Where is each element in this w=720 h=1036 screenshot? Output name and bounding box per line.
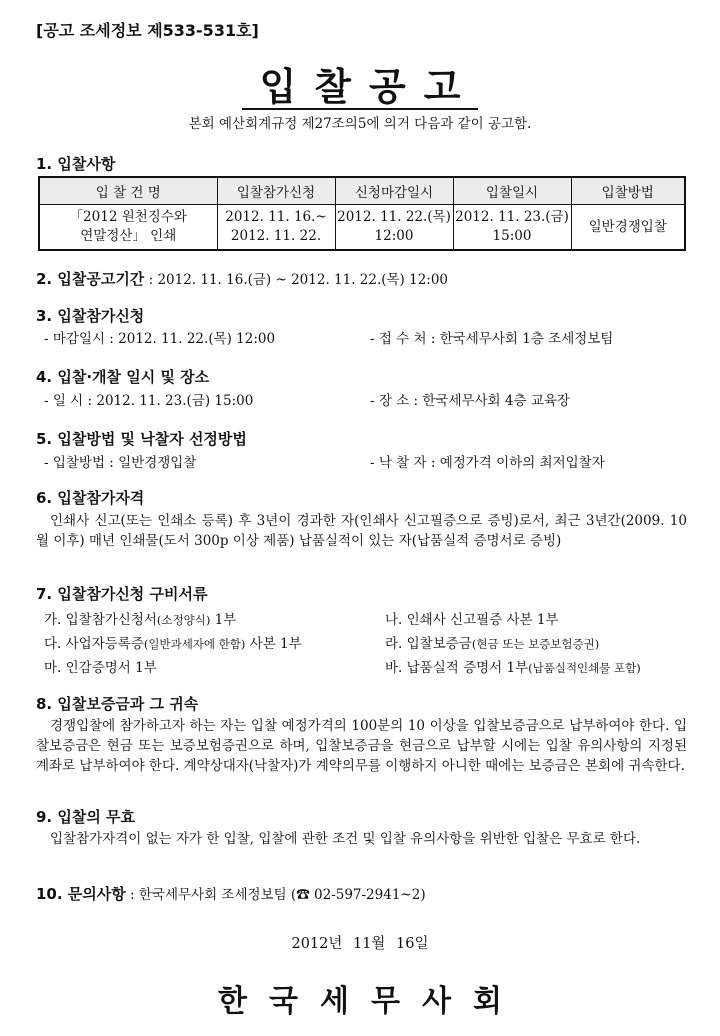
bid-method: - 입찰방법 : 일반경쟁입찰 — [44, 455, 197, 471]
table-row — [39, 205, 685, 251]
document-item-text: 라. 입찰보증금 — [385, 636, 472, 652]
qualification-text: 인쇄사 신고(또는 인쇄소 등록) 후 3년이 경과한 자(인쇄사 신고필증으로 증빙)로서, 최근 3년간(2009. 10월 이후) 매년 인쇄물(도서 300p 이상 제품) 납품실적이 있는 자(납품실적 증명서로 증빙) — [36, 513, 687, 549]
table-header-cell: 입찰일시 — [453, 177, 571, 205]
section-2-heading: 2. 입찰공고기간 — [36, 270, 145, 288]
section-9-heading: 9. 입찰의 무효 — [36, 808, 136, 826]
section-5-heading: 5. 입찰방법 및 낙찰자 선정방법 — [36, 430, 247, 448]
bid-datetime-cell — [453, 205, 571, 251]
contact-info: : 한국세무사회 조세정보팀 (☎ 02-597-2941~2) — [125, 887, 426, 903]
section-8-heading: 8. 입찰보증금과 그 귀속 — [36, 695, 199, 713]
document-item — [44, 632, 302, 652]
application-deadline: - 마감일시 : 2012. 11. 22.(목) 12:00 — [44, 331, 276, 347]
bid-items-table — [38, 176, 686, 251]
document-item — [385, 608, 559, 628]
deadline-line2: 12:00 — [374, 228, 414, 244]
table-header-cell: 입찰방법 — [571, 177, 685, 205]
document-item-text: 다. 사업자등록증 — [44, 636, 144, 652]
document-item-tail: 1부 — [210, 612, 237, 628]
deadline-cell — [335, 205, 453, 251]
section-1-heading: 1. 입찰사항 — [36, 155, 116, 173]
table-header-cell: 입 찰 건 명 — [39, 177, 217, 205]
section-10-heading: 10. 문의사항 — [36, 885, 126, 903]
document-item — [385, 632, 599, 652]
document-item — [385, 656, 641, 676]
section-4-heading: 4. 입찰·개찰 일시 및 장소 — [36, 368, 210, 386]
successful-bidder-rule: - 낙 찰 자 : 예정가격 이하의 최저입찰자 — [370, 455, 605, 471]
bid-name-cell — [39, 205, 217, 251]
application-period-line2: 2012. 11. 22. — [230, 228, 322, 244]
deposit-text: 경쟁입찰에 참가하고자 하는 자는 입찰 예정가격의 100분의 10 이상을 입찰보증금으로 납부하여야 한다. 입찰보증금은 현금 또는 보증보험증권으로 하며, 입찰보증금을 현금으로 납부할 시에는 입찰 유의사항의 지정된 계좌로 납부하여야 한다. 계약상대자(낙찰자)가 계약의무를 이행하지 아니한 때에는 보증금은 본회에 귀속한다. — [36, 718, 687, 774]
document-item-text: 마. 인감증명서 1부 — [44, 660, 157, 676]
bid-name-line1: 「2012 원천징수와 — [69, 209, 187, 225]
document-item-text: 바. 납품실적 증명서 1부 — [385, 660, 529, 676]
document-item-text: 가. 입찰참가신청서 — [44, 612, 157, 628]
bid-opening-place: - 장 소 : 한국세무사회 4층 교육장 — [370, 393, 570, 409]
section-2 — [36, 268, 448, 289]
bid-datetime-line2: 15:00 — [492, 228, 532, 244]
organization-name: 한국세무사회 — [218, 984, 524, 1019]
bid-opening-datetime: - 일 시 : 2012. 11. 23.(금) 15:00 — [44, 393, 254, 409]
document-item-note: (현금 또는 보증보험증권) — [471, 637, 600, 651]
bid-notice-period: : 2012. 11. 16.(금) ~ 2012. 11. 22.(목) 12:00 — [144, 272, 449, 288]
document-item-tail: 사본 1부 — [245, 636, 302, 652]
document-title-text: 입찰공고 — [242, 66, 479, 110]
section-6-heading: 6. 입찰참가자격 — [36, 489, 145, 507]
document-item — [44, 656, 157, 676]
bid-datetime-line1: 2012. 11. 23.(금) — [455, 209, 569, 225]
document-item-note: (소정양식) — [156, 613, 211, 627]
bid-method-cell: 일반경쟁입찰 — [571, 205, 685, 251]
document-title — [0, 66, 720, 110]
notice-number: [공고 조세정보 제533-531호] — [36, 21, 259, 40]
section-7-heading: 7. 입찰참가신청 구비서류 — [36, 585, 208, 603]
section-10 — [36, 883, 426, 904]
document-item-note: (납품실적인쇄물 포함) — [528, 661, 641, 675]
table-header-cell: 신청마감일시 — [335, 177, 453, 205]
reception-office: - 접 수 처 : 한국세무사회 1층 조세정보팀 — [370, 331, 614, 347]
document-item-text: 나. 인쇄사 신고필증 사본 1부 — [385, 612, 559, 628]
application-period-cell — [217, 205, 335, 251]
table-header-row — [39, 177, 685, 205]
application-period-line1: 2012. 11. 16.~ — [225, 209, 327, 225]
document-item — [44, 608, 236, 628]
intro-text: 본회 예산회계규정 제27조의5에 의거 다음과 같이 공고함. — [188, 116, 532, 132]
bid-name-line2: 연말정산」 인쇄 — [80, 228, 177, 244]
deadline-line1: 2012. 11. 22.(목) — [337, 209, 451, 225]
invalid-bid-text: 입찰참가자격이 없는 자가 한 입찰, 입찰에 관한 조건 및 입찰 유의사항을 위반한 입찰은 무효로 한다. — [50, 831, 641, 847]
table-header-cell: 입찰참가신청 — [217, 177, 335, 205]
document-item-note: (일반과세자에 한함) — [143, 637, 246, 651]
issue-date: 2012년 11월 16일 — [291, 936, 429, 952]
section-3-heading: 3. 입찰참가신청 — [36, 307, 145, 325]
